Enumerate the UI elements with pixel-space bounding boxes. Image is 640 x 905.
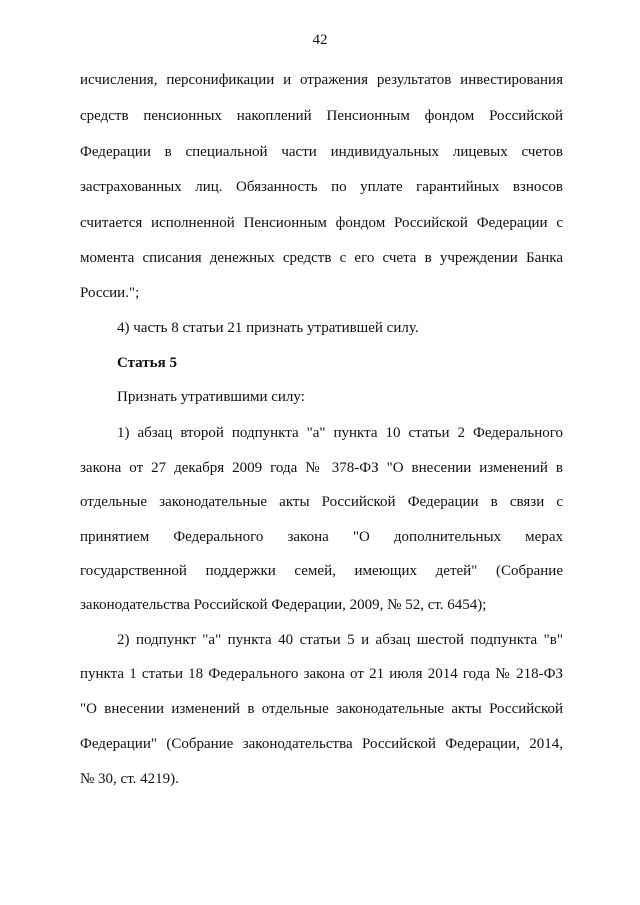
article-intro: Признать утратившими силу:: [117, 389, 305, 405]
text-line: Федерации" (Собрание законодательства Российской Федерации, 2014,: [80, 736, 563, 752]
text-line: России.";: [80, 285, 140, 301]
text-line: застрахованных лиц. Обязанность по уплате гарантийных взносов: [80, 179, 563, 195]
text-line: средств пенсионных накоплений Пенсионным фондом Российской: [80, 108, 563, 124]
list-item-1: 1) абзац второй подпункта "а" пункта 10 статьи 2 Федерального: [117, 425, 563, 441]
article-heading: Статья 5: [117, 355, 177, 371]
text-line: законодательства Российской Федерации, 2009, № 52, ст. 6454);: [80, 597, 487, 613]
list-item-4: 4) часть 8 статьи 21 признать утратившей силу.: [117, 320, 419, 336]
text-line: государственной поддержки семей, имеющих детей" (Собрание: [80, 563, 563, 579]
text-line: считается исполненной Пенсионным фондом Российской Федерации с: [80, 215, 563, 231]
text-line: отдельные законодательные акты Российской Федерации в связи с: [80, 494, 563, 510]
text-line: Федерации в специальной части индивидуальных лицевых счетов: [80, 144, 563, 160]
text-line: № 30, ст. 4219).: [80, 771, 179, 787]
text-line: принятием Федерального закона "О дополнительных мерах: [80, 529, 563, 545]
text-line: исчисления, персонификации и отражения результатов инвестирования: [80, 72, 563, 88]
text-line: закона от 27 декабря 2009 года № 378-ФЗ "О внесении изменений в: [80, 460, 563, 476]
list-item-2: 2) подпункт "а" пункта 40 статьи 5 и абзац шестой подпункта "в": [117, 632, 563, 648]
text-line: "О внесении изменений в отдельные законодательные акты Российской: [80, 701, 563, 717]
page-number: 42: [312, 32, 328, 48]
text-line: пункта 1 статьи 18 Федерального закона от 21 июля 2014 года № 218-ФЗ: [80, 666, 563, 682]
text-line: момента списания денежных средств с его счета в учреждении Банка: [80, 250, 563, 266]
